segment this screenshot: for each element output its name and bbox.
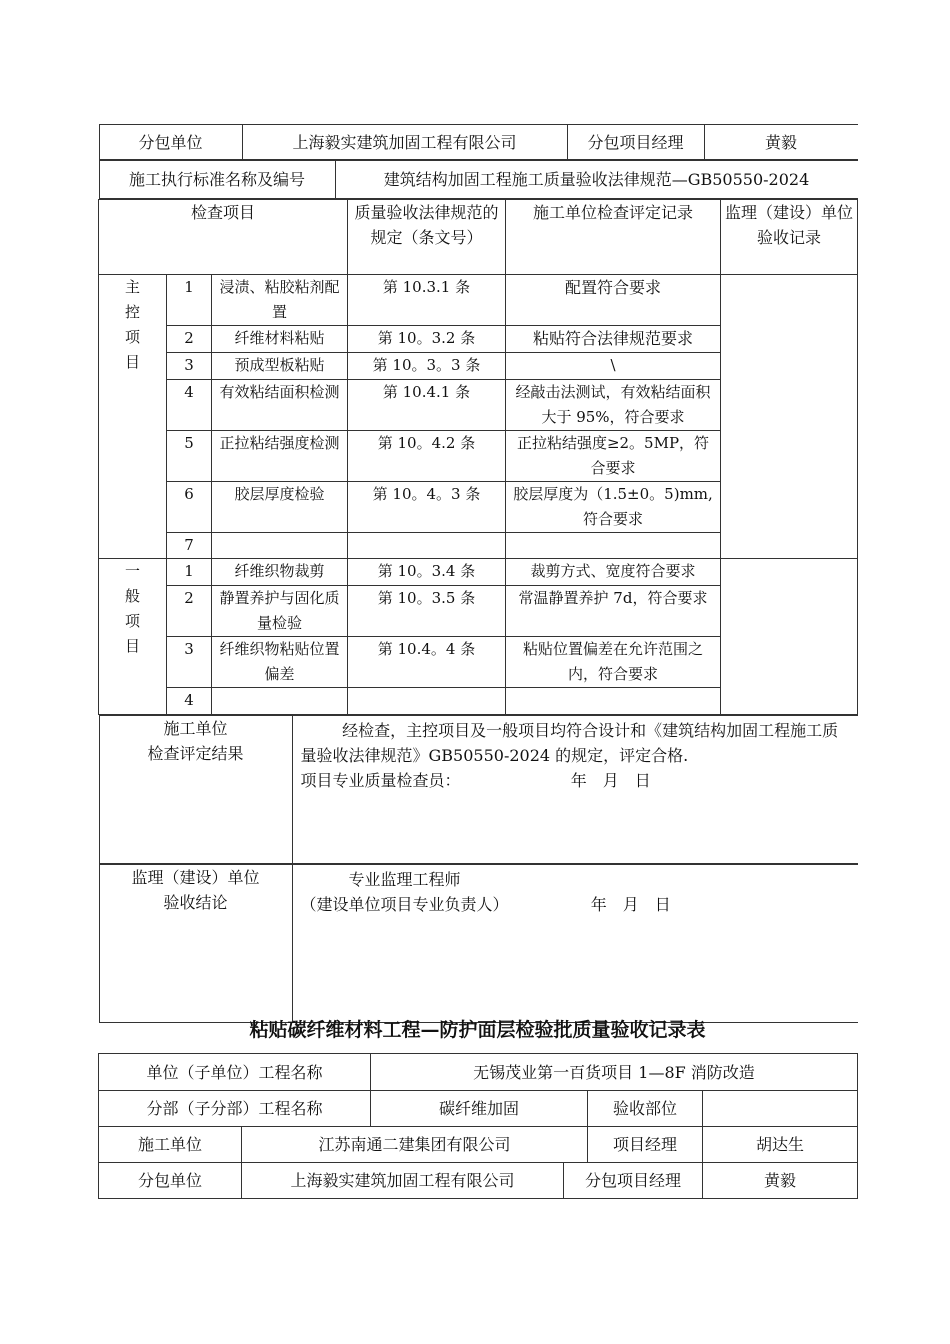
row-number: 3 xyxy=(167,637,212,688)
row-number: 4 xyxy=(167,688,212,715)
table-row xyxy=(99,559,858,586)
row-record: 经敲击法测试，有效粘结面积大于 95%，符合要求 xyxy=(506,380,721,431)
pm-label: 项目经理 xyxy=(588,1127,703,1163)
second-sub-unit-row xyxy=(98,1162,858,1199)
main-supervision-record xyxy=(721,275,858,559)
general-supervision-record xyxy=(721,559,858,715)
row-record: 常温静置养护 7d，符合要求 xyxy=(506,586,721,637)
row-number: 1 xyxy=(167,559,212,586)
sub-unit-value: 上海毅实建筑加固工程有限公司 xyxy=(242,125,567,160)
subdivision-value: 碳纤维加固 xyxy=(371,1091,588,1127)
construction-result-label xyxy=(99,716,292,864)
inspection-record-table xyxy=(98,124,858,1023)
general-group-char: 一 xyxy=(124,562,140,580)
standard-value: 建筑结构加固工程施工质量验收法律规范—GB50550-2024 xyxy=(335,161,858,199)
row-item-name: 有效粘结面积检测 xyxy=(212,380,348,431)
header-item: 检查项目 xyxy=(99,200,348,275)
sub-pm-value: 黄毅 xyxy=(704,125,858,160)
row-number: 4 xyxy=(167,380,212,431)
general-group-char: 般 xyxy=(124,587,140,605)
row-item-name xyxy=(212,533,348,559)
project-name-label: 单位（子单位）工程名称 xyxy=(99,1054,371,1091)
row-spec: 第 10.3.1 条 xyxy=(348,275,506,326)
main-group-char: 控 xyxy=(124,303,140,321)
supervision-result-label-line1: 监理（建设）单位 xyxy=(131,868,260,887)
owner-label: （建设单位项目专业负责人） xyxy=(300,895,509,914)
row-item-name: 纤维材料粘贴 xyxy=(212,326,348,353)
row-item-name: 静置养护与固化质量检验 xyxy=(212,586,348,637)
subdivision-label: 分部（子分部）工程名称 xyxy=(99,1091,371,1127)
inspector-label: 项目专业质量检查员： xyxy=(300,771,461,790)
row-number: 1 xyxy=(167,275,212,326)
standard-row xyxy=(99,160,858,199)
row-record: 粘贴位置偏差在允许范围之内，符合要求 xyxy=(506,637,721,688)
main-group-label xyxy=(99,275,167,559)
pm-value: 胡达生 xyxy=(703,1127,858,1163)
header-supervision: 监理（建设）单位验收记录 xyxy=(721,200,858,275)
project-name-value: 无锡茂业第一百货项目 1—8F 消防改造 xyxy=(371,1054,858,1091)
row-spec: 第 10.4。4 条 xyxy=(348,637,506,688)
sub-unit-row xyxy=(99,124,858,160)
second-sub-pm-value: 黄毅 xyxy=(703,1163,858,1199)
second-table-title: 粘贴碳纤维材料工程—防护面层检验批质量验收记录表 xyxy=(249,1019,706,1041)
sub-pm-label: 分包项目经理 xyxy=(567,125,704,160)
general-group-label xyxy=(99,559,167,715)
row-record: 配置符合要求 xyxy=(506,275,721,326)
supervision-sign-line xyxy=(301,892,850,917)
row-item-name: 胶层厚度检验 xyxy=(212,482,348,533)
row-spec: 第 10。3.2 条 xyxy=(348,326,506,353)
row-spec xyxy=(348,533,506,559)
second-sub-unit-value: 上海毅实建筑加固工程有限公司 xyxy=(242,1163,564,1199)
row-record xyxy=(506,688,721,715)
row-number: 5 xyxy=(167,431,212,482)
main-group-char: 项 xyxy=(124,328,140,346)
row-record: \ xyxy=(506,353,721,380)
row-number: 2 xyxy=(167,326,212,353)
supervision-result-label xyxy=(99,865,292,1023)
project-info-table xyxy=(98,1053,857,1199)
row-spec xyxy=(348,688,506,715)
row-number: 2 xyxy=(167,586,212,637)
row-record: 裁剪方式、宽度符合要求 xyxy=(506,559,721,586)
construction-result-label-line1: 施工单位 xyxy=(163,719,228,738)
row-number: 7 xyxy=(167,533,212,559)
row-number: 3 xyxy=(167,353,212,380)
contractor-label: 施工单位 xyxy=(99,1127,242,1163)
construction-result-label-line2: 检查评定结果 xyxy=(147,744,244,763)
row-spec: 第 10。3。3 条 xyxy=(348,353,506,380)
row-record xyxy=(506,533,721,559)
row-item-name xyxy=(212,688,348,715)
main-group-char: 主 xyxy=(124,278,140,296)
row-record: 粘贴符合法律规范要求 xyxy=(506,326,721,353)
construction-result-row xyxy=(99,715,858,864)
row-item-name: 正拉粘结强度检测 xyxy=(212,431,348,482)
construction-date: 年 月 日 xyxy=(570,771,651,790)
acceptance-part-label: 验收部位 xyxy=(588,1091,703,1127)
subdivision-row xyxy=(98,1090,858,1127)
construction-result-content xyxy=(292,716,858,864)
second-sub-pm-label: 分包项目经理 xyxy=(564,1163,703,1199)
standard-label: 施工执行标准名称及编号 xyxy=(99,161,335,199)
construction-result-sign-line xyxy=(301,768,850,793)
general-group-char: 项 xyxy=(124,612,140,630)
row-spec: 第 10。4.2 条 xyxy=(348,431,506,482)
acceptance-part-value xyxy=(703,1091,858,1127)
table-row xyxy=(99,275,858,326)
project-name-row xyxy=(98,1053,858,1091)
row-spec: 第 10。3.4 条 xyxy=(348,559,506,586)
supervision-result-row xyxy=(99,864,858,1023)
header-record: 施工单位检查评定记录 xyxy=(506,200,721,275)
contractor-value: 江苏南通二建集团有限公司 xyxy=(242,1127,588,1163)
row-item-name: 纤维织物裁剪 xyxy=(212,559,348,586)
supervision-result-label-line2: 验收结论 xyxy=(163,893,228,912)
sub-unit-label: 分包单位 xyxy=(99,125,242,160)
main-group-char: 目 xyxy=(124,353,140,371)
contractor-row xyxy=(98,1126,858,1163)
row-item-name: 预成型板粘贴 xyxy=(212,353,348,380)
row-spec: 第 10.4.1 条 xyxy=(348,380,506,431)
row-record: 胶层厚度为（1.5±0。5)mm,符合要求 xyxy=(506,482,721,533)
row-number: 6 xyxy=(167,482,212,533)
header-spec: 质量验收法律规范的规定（条文号） xyxy=(348,200,506,275)
row-item-name: 浸渍、粘胶粘剂配置 xyxy=(212,275,348,326)
row-record: 正拉粘结强度≥2。5MP，符合要求 xyxy=(506,431,721,482)
row-item-name: 纤维织物粘贴位置偏差 xyxy=(212,637,348,688)
supervision-result-content xyxy=(292,865,858,1023)
row-spec: 第 10。4。3 条 xyxy=(348,482,506,533)
construction-result-text: 经检查，主控项目及一般项目均符合设计和《建筑结构加固工程施工质量验收法律规范》GB50550-2024 的规定，评定合格. xyxy=(300,721,839,765)
supervision-date: 年 月 日 xyxy=(590,895,671,914)
supervision-engineer: 专业监理工程师 xyxy=(348,870,461,889)
row-spec: 第 10。3.5 条 xyxy=(348,586,506,637)
second-sub-unit-label: 分包单位 xyxy=(99,1163,242,1199)
general-group-char: 目 xyxy=(124,637,140,655)
